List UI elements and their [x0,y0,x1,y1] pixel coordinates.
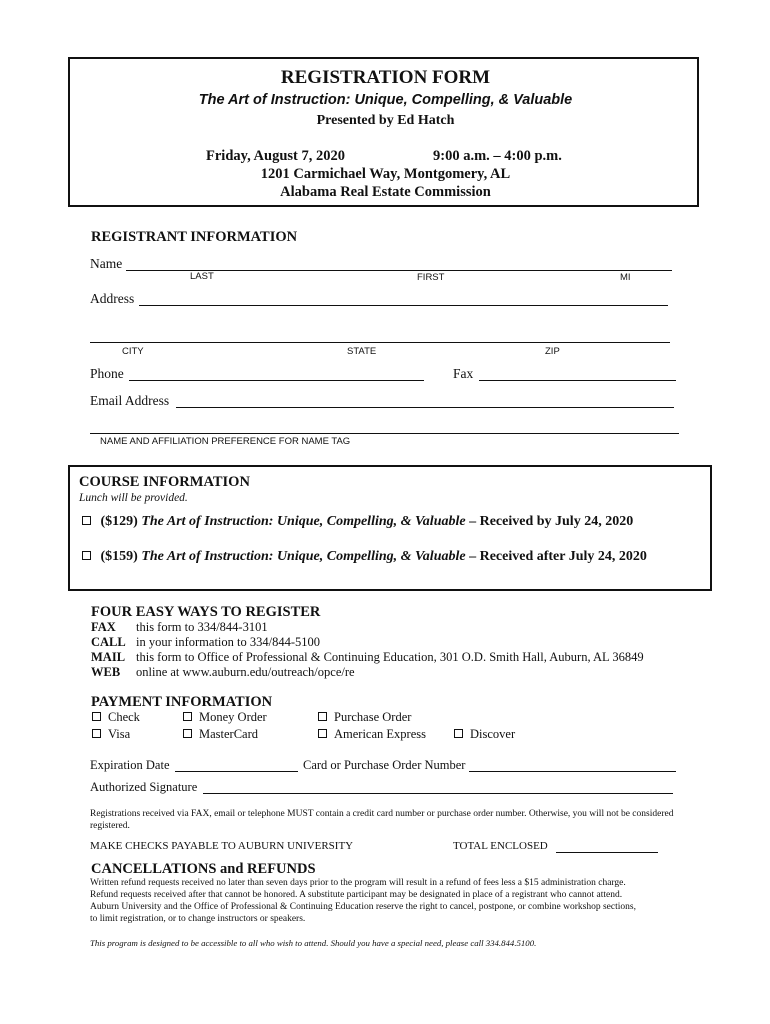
payment-title: PAYMENT INFORMATION [91,694,273,710]
name-label: Name [90,256,123,271]
register-web: WEB online at www.auburn.edu/outreach/opce/re [91,665,355,679]
register-title: FOUR EASY WAYS TO REGISTER [91,604,321,620]
payment-note: Registrations received via FAX, email or telephone MUST contain a credit card number or purchase order number. Otherwise, you will not be considered registered. [90,809,674,831]
register-mail: MAIL this form to Office of Professional & Continuing Education, 301 O.D. Smith Hall, Auburn, AL 36849 [91,650,644,664]
register-call: CALL in your information to 334/844-5100 [91,635,321,649]
registrant-title: REGISTRANT INFORMATION [91,229,298,245]
course-subtitle: The Art of Instruction: Unique, Compelling, & Valuable [198,92,573,108]
signature-label: Authorized Signature [90,780,198,794]
pay-american-express[interactable]: American Express [318,727,426,742]
pay-purchase-order-checkbox[interactable] [318,712,327,721]
card-number-field[interactable] [469,771,676,772]
last-label: LAST [190,271,214,282]
pay-discover[interactable]: Discover [454,727,515,742]
accessibility-note: This program is designed to be accessible to all who wish to attend. Should you have a special need, please call 334.844.5100. [90,938,537,948]
pay-visa-checkbox[interactable] [92,729,101,738]
form-title: REGISTRATION FORM [280,67,491,88]
pay-check-checkbox[interactable] [92,712,101,721]
zip-label: ZIP [545,346,560,357]
address-label: Address [90,291,135,306]
cancellations-title: CANCELLATIONS and REFUNDS [91,861,316,877]
header-box [68,57,699,207]
phone-label: Phone [90,366,124,381]
course-option-2-checkbox[interactable] [82,551,91,560]
email-label: Email Address [90,393,170,408]
presenter: Presented by Ed Hatch [316,113,455,128]
phone-field[interactable] [129,380,424,381]
course-title: COURSE INFORMATION [79,474,250,490]
course-option-1[interactable]: ($129) The Art of Instruction: Unique, Compelling, & Valuable – Received by July 24, 2020 [82,514,633,530]
pay-discover-checkbox[interactable] [454,729,463,738]
card-number-label: Card or Purchase Order Number [303,758,466,772]
pay-money-order-checkbox[interactable] [183,712,192,721]
course-option-2[interactable]: ($159) The Art of Instruction: Unique, Compelling, & Valuable – Received after July 24, 2020 [82,549,647,565]
expiration-label: Expiration Date [90,758,170,772]
pay-visa[interactable]: Visa [92,727,130,742]
expiration-field[interactable] [175,771,298,772]
lunch-note: Lunch will be provided. [79,492,188,504]
course-option-1-checkbox[interactable] [82,516,91,525]
event-time: 9:00 a.m. – 4:00 p.m. [433,148,562,164]
city-label: CITY [122,346,144,357]
mi-label: MI [620,272,631,283]
address-line-2-field[interactable] [90,342,670,343]
event-date: Friday, August 7, 2020 [206,148,345,164]
email-field[interactable] [176,407,674,408]
course-box [68,465,712,591]
name-tag-label: NAME AND AFFILIATION PREFERENCE FOR NAME TAG [100,436,351,447]
pay-american-express-checkbox[interactable] [318,729,327,738]
pay-mastercard-checkbox[interactable] [183,729,192,738]
event-organization: Alabama Real Estate Commission [280,184,491,200]
cancellation-line: Auburn University and the Office of Professional & Continuing Education reserve the right to cancel, postpone, or combine workshop sections, [90,902,636,912]
cancellation-line: Refund requests received after that cannot be honored. A substitute participant may be designated in place of a registrant who cannot attend. [90,890,623,900]
state-label: STATE [347,346,377,357]
pay-check[interactable]: Check [92,710,140,725]
total-field[interactable] [556,852,658,853]
first-label: FIRST [417,272,445,283]
signature-field[interactable] [203,793,673,794]
cancellation-line: Written refund requests received no later than seven days prior to the program will result in a refund of fees less a $15 administration charge. [90,878,626,888]
pay-money-order[interactable]: Money Order [183,710,267,725]
cancellation-line: to limit registration, or to change instructors or speakers. [90,914,306,924]
event-address: 1201 Carmichael Way, Montgomery, AL [260,166,511,182]
name-tag-field[interactable] [90,433,679,434]
total-label: TOTAL ENCLOSED [453,840,548,852]
address-field[interactable] [139,305,668,306]
pay-purchase-order[interactable]: Purchase Order [318,710,411,725]
pay-mastercard[interactable]: MasterCard [183,727,258,742]
fax-field[interactable] [479,380,676,381]
register-fax: FAX this form to 334/844-3101 [91,620,268,634]
fax-label: Fax [453,366,474,381]
payable-note: MAKE CHECKS PAYABLE TO AUBURN UNIVERSITY [90,840,354,852]
